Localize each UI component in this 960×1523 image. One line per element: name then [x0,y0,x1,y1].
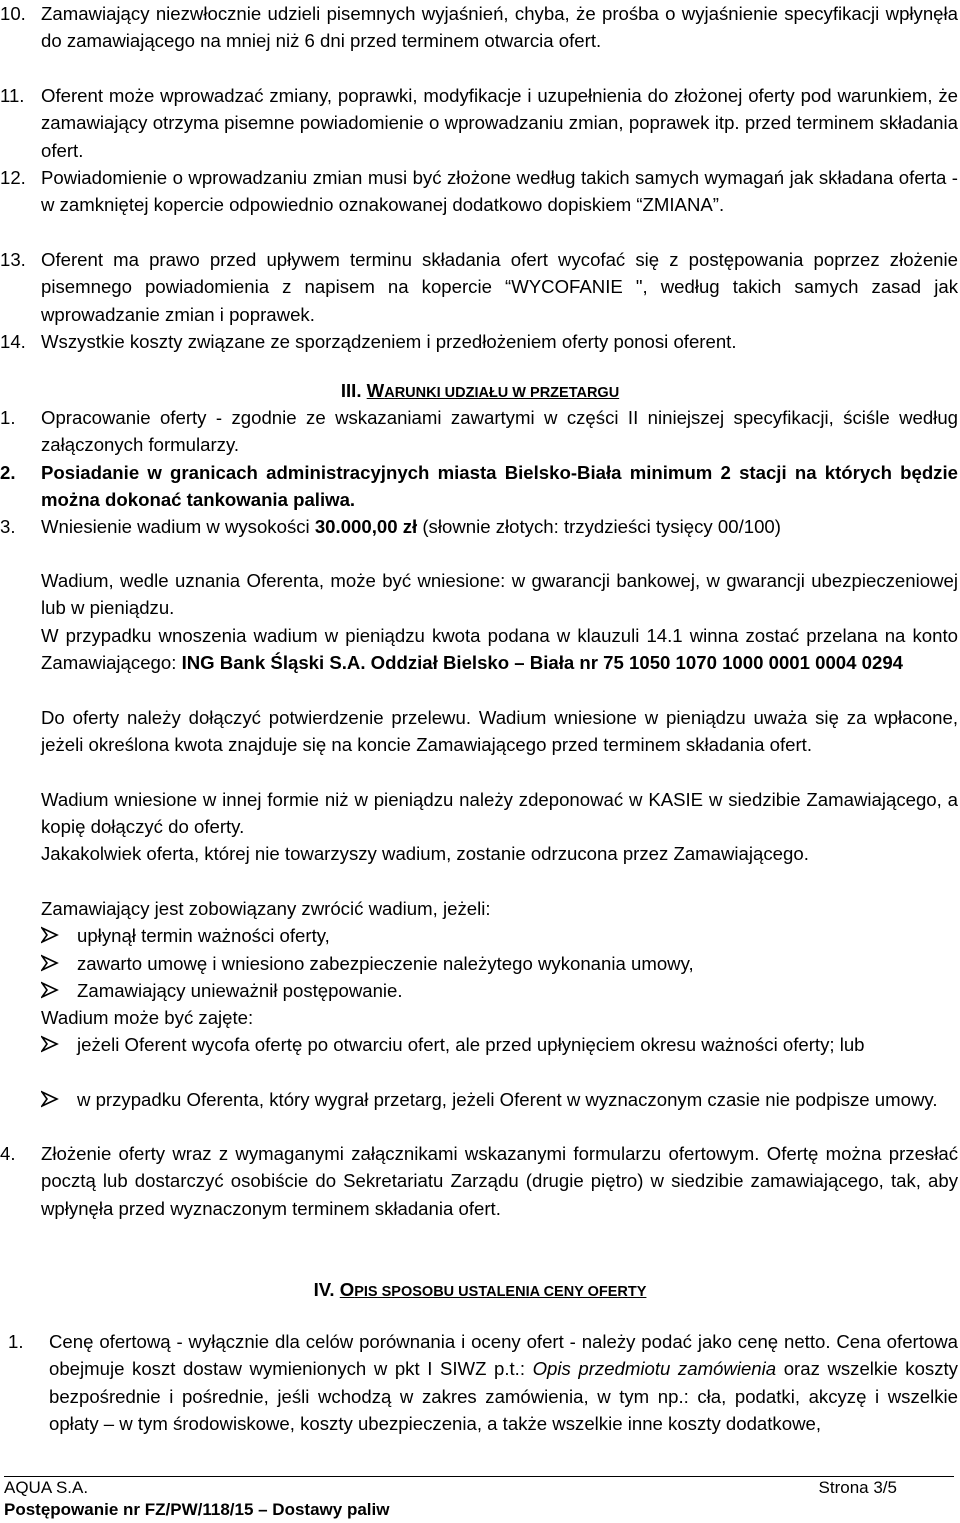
section-heading [0,377,960,407]
list-item [41,950,958,977]
wadium-proof-paragraph: Do oferty należy dołączyć potwierdzenie przelewu. Wadium wniesione w pieniądzu uważa się za wpłacone, jeżeli określona kwota znajduje się na koncie Zamawiającego przed terminem składania ofert. [41,707,958,756]
item-number: 2. [0,462,16,483]
list-item [41,1086,958,1113]
item-text: Wniesienie wadium w wysokości 30.000,00 zł (słownie złotych: trzydzieści tysięcy 00/100) [41,516,781,537]
item-number: 3. [0,516,16,537]
return-intro: Zamawiający jest zobowiązany zwrócić wadium, jeżeli: [41,898,491,919]
list-item [41,1031,958,1058]
item-text: Powiadomienie o wprowadzaniu zmian musi być złożone według takich samych wymagań jak składana oferta - w zamkniętej kopercie odpowiednio oznakowanej dodatkowo dopiskiem “ZMIANA”. [41,167,958,216]
item-number: 4. [0,1143,16,1164]
item-text: Opracowanie oferty - zgodnie ze wskazaniami zawartymi w części II niniejszej specyfikacji, ściśle według załączonych formularzy. [41,407,958,456]
list-item [0,459,958,514]
section-heading [0,1276,960,1306]
item-number: 11. [0,85,25,106]
item-text: Wszystkie koszty związane ze sporządzeniem i przedłożeniem oferty ponosi oferent. [41,331,737,352]
item-number: 12. [0,167,26,188]
item-text: Posiadanie w granicach administracyjnych miasta Bielsko-Biała minimum 2 stacji na których będzie można dokonać tankowania paliwa. [41,462,958,511]
list-item [0,164,958,219]
wadium-bank-paragraph: W przypadku wnoszenia wadium w pieniądzu kwota podana w klauzuli 14.1 winna zostać przelana na konto Zamawiającego: ING Bank Śląski S.A. Oddział Bielsko – Biała nr 75 1050 1070 1000 0001 0004 0294 [41,625,958,674]
bullet-text: w przypadku Oferenta, który wygrał przetarg, jeżeli Oferent w wyznaczonym czasie nie podpisze umowy. [77,1089,938,1110]
arrow-bullet-icon [41,1035,59,1053]
wadium-forms-paragraph: Wadium, wedle uznania Oferenta, może być wniesione: w gwarancji bankowej, w gwarancji ubezpieczeniowej lub w pieniądzu. [41,570,958,619]
wadium-amount: 30.000,00 zł [314,516,418,537]
bullet-text: zawarto umowę i wniesiono zabezpieczenie należytego wykonania umowy, [77,953,694,974]
list-item [0,328,958,355]
list-item [0,1328,958,1438]
footer-company: AQUA S.A. [4,1478,89,1497]
seize-intro: Wadium może być zajęte: [41,1007,254,1028]
list-item [41,922,958,949]
item-number: 1. [8,1331,24,1352]
section-title: OPIS SPOSOBU USTALENIA CENY OFERTY [339,1279,647,1300]
item-number: 14. [0,331,26,352]
list-item [41,977,958,1004]
bullet-text: upłynął termin ważności oferty, [77,925,330,946]
list-item [0,0,958,55]
arrow-bullet-icon [41,926,59,944]
arrow-bullet-icon [41,981,59,999]
item-text: Oferent może wprowadzać zmiany, poprawki, modyfikacje i uzupełnienia do złożonej oferty pod warunkiem, że zamawiający otrzyma pisemne powiadomienie o wprowadzaniu zmian, poprawek itp. przed terminem składania ofert. [41,85,958,161]
item-text: Zamawiający niezwłocznie udzieli pisemnych wyjaśnień, chyba, że prośba o wyjaśnienie specyfikacji wpłynęła do zamawiającego na mniej niż 6 dni przed terminem otwarcia ofert. [41,3,958,52]
arrow-bullet-icon [41,954,59,972]
list-item [0,513,958,540]
section-number: IV. [313,1279,335,1300]
item-text: Złożenie oferty wraz z wymaganymi załącznikami wskazanymi formularzu ofertowym. Ofertę można przesłać pocztą lub dostarczyć osobiście do Sekretariatu Zarządu (drugie piętro) w siedzibie zamawiającego, tak, aby wpłynęła przed wyznaczonym terminem składania ofert. [41,1143,958,1219]
arrow-bullet-icon [41,1090,59,1108]
wadium-other-paragraph: Wadium wniesione w innej formie niż w pieniądzu należy zdeponować w KASIE w siedzibie Zamawiającego, a kopię dołączyć do oferty. [41,789,958,838]
section-title: WARUNKI UDZIAŁU W PRZETARGU [366,380,620,401]
list-item [0,1140,958,1222]
section-number: III. [340,380,362,401]
item-number: 1. [0,407,16,428]
item-text: Cenę ofertową - wyłącznie dla celów porównania i oceny ofert - należy podać jako cenę netto. Cena ofertowa obejmuje koszt dostaw wymienionych w pkt I SIWZ p.t.: Opis przedmiotu zamówienia oraz wszelkie koszty bezpośrednie i pośrednie, jeśli wchodzą w zakres zamówienia, w tym np.: cła, podatki, akcyzę i wszelkie opłaty – w tym środowiskowe, koszty ubezpieczenia, a także wszelkie inne koszty dodatkowe, [49,1331,958,1435]
italic-reference: Opis przedmiotu zamówienia [532,1358,777,1380]
bullet-text: Zamawiający unieważnił postępowanie. [77,980,403,1001]
list-item [0,404,958,459]
bank-account: ING Bank Śląski S.A. Oddział Bielsko – Biała nr 75 1050 1070 1000 0001 0004 0294 [181,652,904,674]
item-text: Oferent ma prawo przed upływem terminu składania ofert wycofać się z postępowania poprzez złożenie pisemnego powiadomienia z napisem na kopercie “WYCOFANIE ", według takich samych zasad jak wprowadzanie zmian i poprawek. [41,249,958,325]
footer-divider [4,1476,954,1477]
list-item [0,82,958,164]
footer-page-number: Strona 3/5 [818,1478,897,1497]
item-number: 10. [0,3,26,24]
footer-procedure: Postępowanie nr FZ/PW/118/15 – Dostawy paliw [4,1500,390,1519]
bullet-text: jeżeli Oferent wycofa ofertę po otwarciu ofert, ale przed upłynięciem okresu ważności oferty; lub [77,1034,865,1055]
wadium-reject-paragraph: Jakakolwiek oferta, której nie towarzyszy wadium, zostanie odrzucona przez Zamawiającego. [41,843,809,864]
list-item [0,246,958,328]
item-number: 13. [0,249,26,270]
